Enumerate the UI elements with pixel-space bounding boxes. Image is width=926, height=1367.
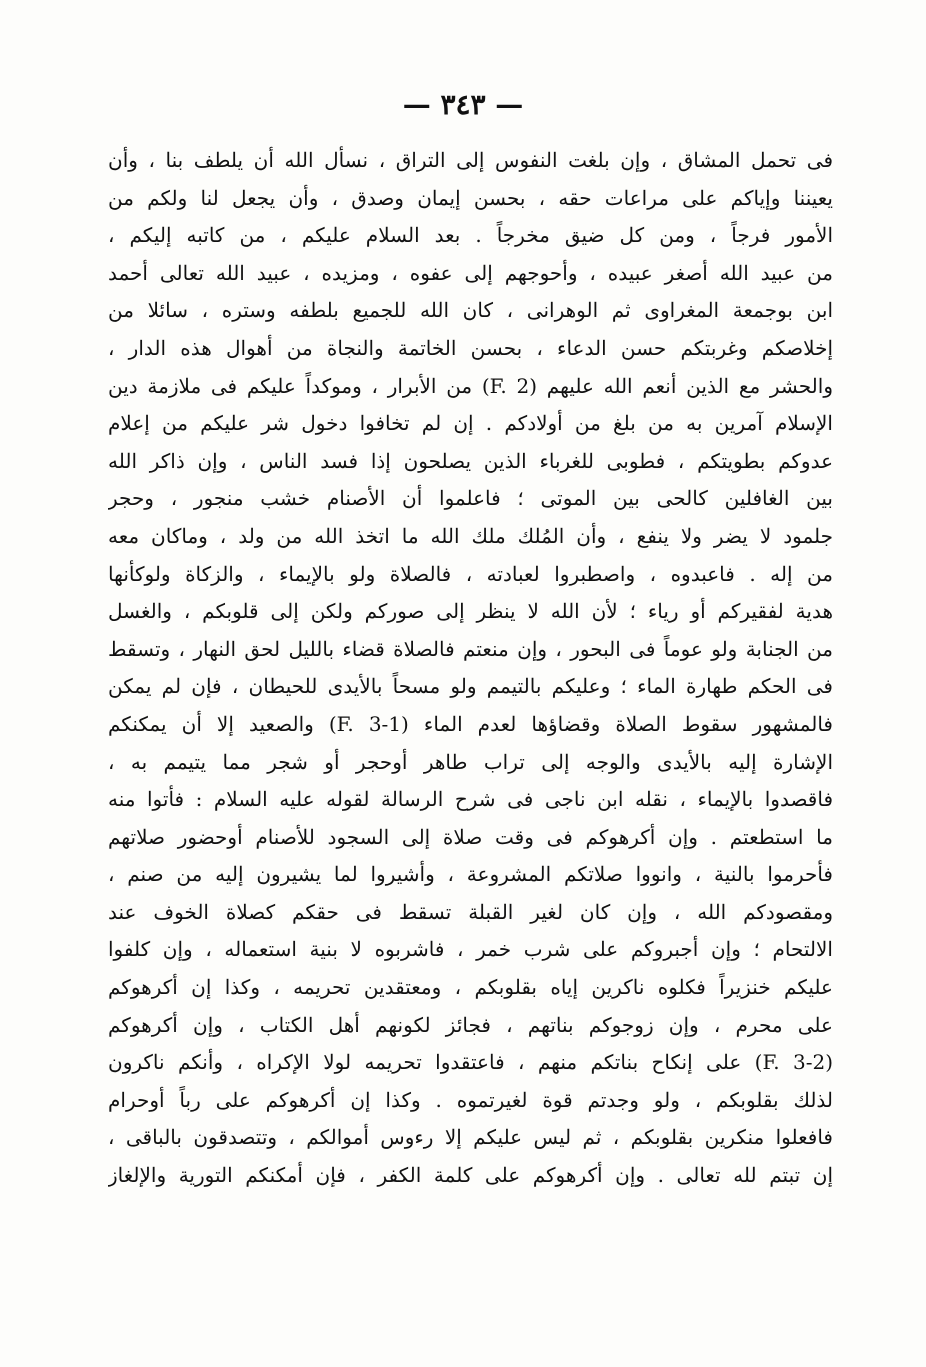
text-line: فاقصدوا بالإيماء ، نقله ابن ناجى فى شرح الرسالة لقوله عليه السلام : فأتوا منه (108, 787, 833, 812)
text-line: الإشارة إليه بالأيدى والوجه إلى تراب طاهر أوحجر أو شجر مما يتيمم به ، (108, 749, 833, 774)
text-line: ومقصودكم الله ، وإن كان لغير القبلة تسقط فى حقكم كصلاة الخوف عند (108, 899, 833, 924)
body-text (108, 142, 833, 1195)
text-line: الأمور فرجاً ، ومن كل ضيق مخرجاً . بعد السلام عليكم ، من كاتبه إليكم ، (108, 223, 833, 248)
text-line: من الجنابة ولو عوماً فى البحور ، وإن منعتم فالصلاة قضاء بالليل لحق النهار ، وتسقط (108, 636, 833, 661)
text-line: على محرم ، وإن زوجوكم بناتهم ، فجائز لكونهم أهل الكتاب ، وإن أكرهوكم (108, 1012, 833, 1037)
text-line: (F. 3-2) على إنكاح بناتكم منهم ، فاعتقدوا تحريمه لولا الإكراه ، وأنكم ناكرون (108, 1050, 833, 1075)
text-line: إن تبتم لله تعالى . وإن أكرهوكم على كلمة الكفر ، فإن أمكنكم التورية والإلغاز (108, 1163, 833, 1188)
text-line: فى الحكم طهارة الماء ؛ وعليكم بالتيمم ولو مسحاً بالأيدى للحيطان ، فإن لم يمكن (108, 674, 833, 699)
text-line: عليكم خنزيراً فكلوه ناكرين إياه بقلوبكم ، ومعتقدين تحريمه ، وكذا إن أكرهوكم (108, 975, 833, 1000)
text-line: إخلاصكم وغربتكم حسن الدعاء ، بحسن الخاتمة والنجاة من أهوال هذه الدار ، (108, 335, 833, 360)
text-line: فالمشهور سقوط الصلاة وقضاؤها لعدم الماء (F. 3-1) والصعيد إلا أن يمكنكم (108, 711, 833, 736)
text-line: فافعلوا منكرين بقلوبكم ، ثم ليس عليكم إلا رءوس أموالكم ، وتتصدقون بالباقى ، (108, 1125, 833, 1150)
text-line: ابن بوجمعة المغراوى ثم الوهرانى ، كان الله للجميع بلطفه وستره ، سائلا من (108, 298, 833, 323)
text-line: من عبيد الله أصغر عبيده ، وأحوجهم إلى عفوه ، ومزيده ، عبيد الله تعالى أحمد (108, 260, 833, 285)
text-line: هدية لفقيركم أو رياء ؛ لأن الله لا ينظر إلى صوركم ولكن إلى قلوبكم ، والغسل (108, 599, 833, 624)
text-line: فأحرموا بالنية ، وانووا صلاتكم المشروعة ، وأشيروا لما يشيرون إليه من صنم ، (108, 862, 833, 887)
text-line: من إله . فاعبدوه ، واصطبروا لعبادته ، فالصلاة ولو بالإيماء ، والزكاة ولوكأنها (108, 561, 833, 586)
text-line: يعيننا وإياكم على مراعات حقه ، بحسن إيمان وصدق ، وأن يجعل لنا ولكم من (108, 185, 833, 210)
text-line: بين الغافلين كالحى بين الموتى ؛ فاعلموا أن الأصنام خشب منجور ، وحجر (108, 486, 833, 511)
text-line: فى تحمل المشاق ، وإن بلغت النفوس إلى التراق ، نسأل الله أن يلطف بنا ، وأن (108, 148, 833, 172)
text-line: الإسلام آمرين به من بلغ من أولادكم . إن لم تخافوا دخول شر عليكم من إعلام (108, 411, 833, 436)
text-line: ما استطعتم . وإن أكرهوكم فى وقت صلاة إلى السجود للأصنام أوحضور صلاتهم (108, 824, 833, 849)
text-line: جلمود لا يضر ولا ينفع ، وأن المُلك ملك الله ما اتخذ الله من ولد ، وماكان معه (108, 523, 833, 548)
text-line: لذلك بقلوبكم ، ولو وجدتم قوة لغيرتموه . وكذا إن أكرهوكم على رباً أوحرام (108, 1087, 833, 1112)
text-line: الالتحام ؛ وإن أجبروكم على شرب خمر ، فاشربوه لا بنية استعماله ، وإن كلفوا (108, 937, 833, 962)
page-number: — ٣٤٣ — (402, 88, 524, 121)
text-line: والحشر مع الذين أنعم الله عليهم (F. 2) من الأبرار ، وموكداً عليكم فى ملازمة دين (108, 373, 833, 398)
text-line: عدوكم بطويتكم ، فطوبى للغرباء الذين يصلحون إذا فسد الناس ، وإن ذاكر الله (108, 448, 833, 473)
